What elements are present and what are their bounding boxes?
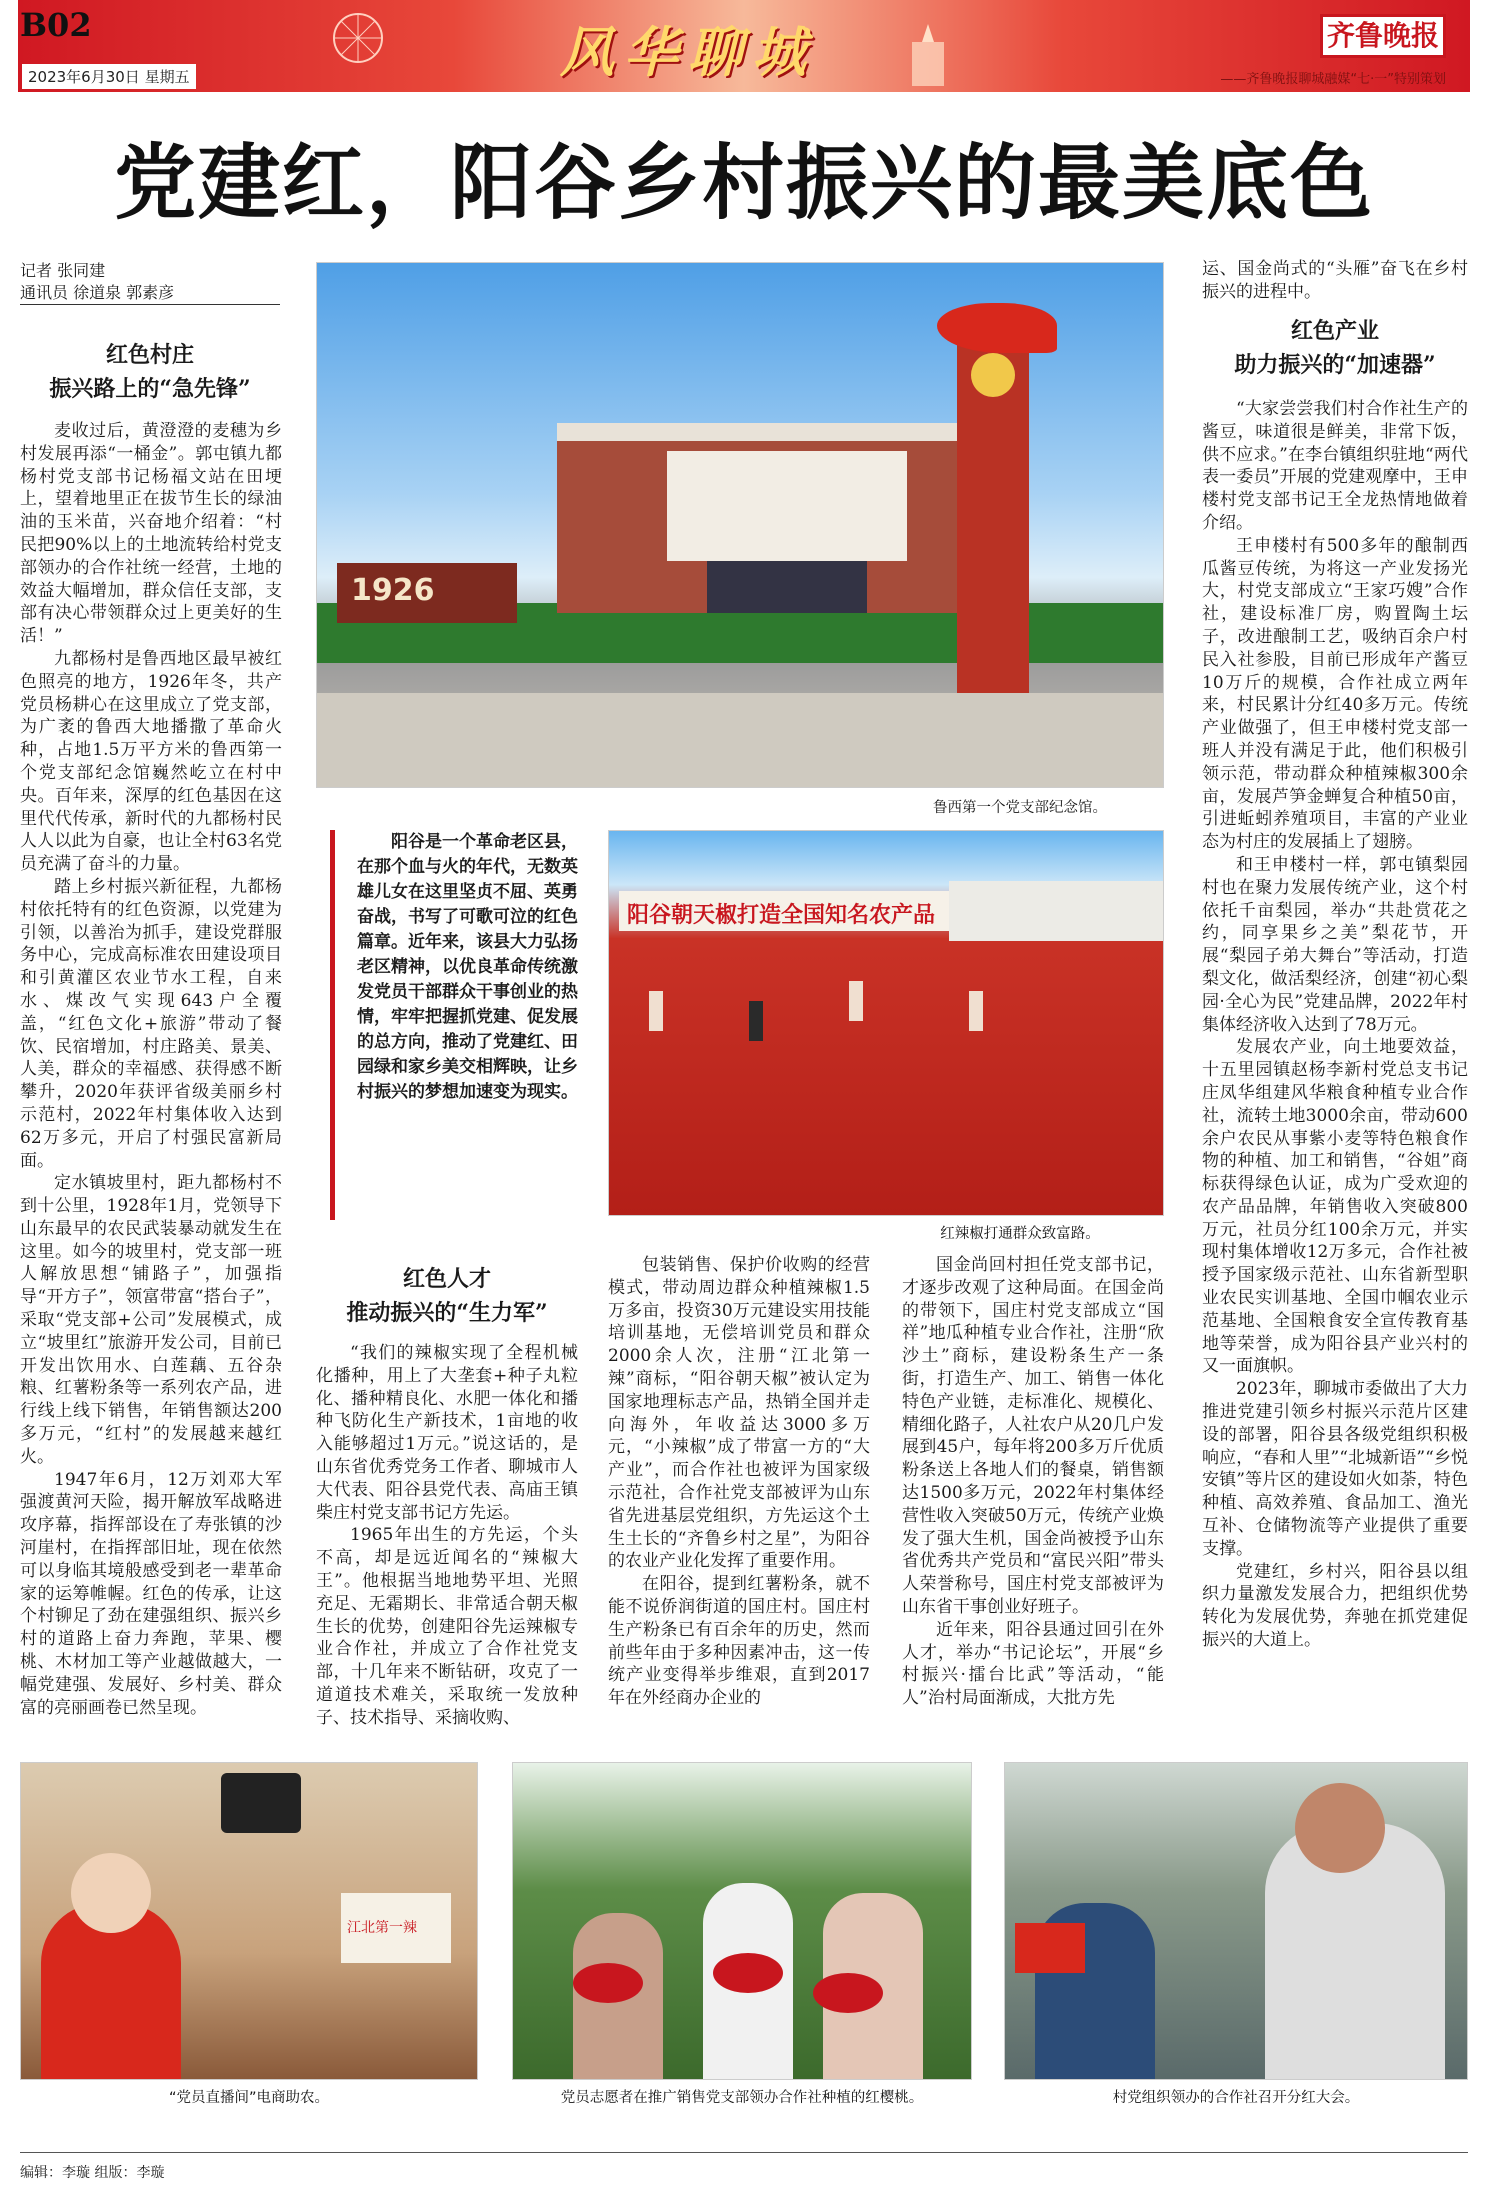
tower-icon (898, 22, 958, 86)
paragraph: 2023年，聊城市委做出了大力推进党建引领乡村振兴示范片区建设的部署，阳谷县各级党组织积极响应，“春和人里”“北城新语”“乡悦安镇”等片区的建设如火如荼，特色种植、高效养殖、食品加工、渔光互补、仓储物流等产业提供了重要支撑。 (1202, 1379, 1468, 1559)
masthead-slogan: ——齐鲁晚报聊城融媒“七·一”特别策划 (1220, 72, 1446, 87)
cherry-basket (573, 1963, 643, 2003)
pepper-banner: 阳谷朝天椒打造全国知名农产品 (619, 891, 949, 931)
correspondent-credit: 通讯员 徐道泉 郭素彦 (20, 282, 280, 305)
paragraph: 国金尚回村担任党支部书记，才逐步改观了这种局面。在国金尚的带领下，国庄村党支部成立“国祥”地瓜种植专业合作社，注册“欣沙土”商标，建设粉条生产一条街，打造生产、加工、销售一体化特色产业链，走标准化、规模化、精细化路子，人社农户从20几户发展到45户，每年将200多万斤优质粉条送上各地人们的餐桌，销售额达1500多万元，2022年村集体经营性收入突破50万元，传统产业焕发了强大生机，国金尚被授予山东省优秀共产党员和“富民兴阳”带头人荣誉称号，国庄村党支部被评为山东省干事创业好班子。 (902, 1255, 1164, 1617)
section-2-title-line1: 红色人才 (402, 1266, 491, 1292)
paragraph: 包装销售、保护价收购的经营模式，带动周边群众种植辣椒1.5万多亩，投资30万元建设实用技能培训基地，无偿培训党员和群众2000余人次，注册“江北第一辣”商标，“阳谷朝天椒”被认定为国家地理标志产品，热销全国并走向海外，年收益达3000多万元，“小辣椒”成了带富一方的“大产业”，而合作社也被评为国家级示范社，合作社党支部被评为山东省先进基层党组织，方先运这个土生土长的“齐鲁乡村之星”，为阳谷的农业产业化发挥了重要作用。 (608, 1255, 870, 1572)
product-box-label: 江北第一辣 (341, 1893, 451, 1963)
paragraph: 运、国金尚式的“头雁”奋飞在乡村振兴的进程中。 (1202, 259, 1468, 302)
footer-rule (20, 2152, 1468, 2153)
byline (20, 260, 280, 305)
live-stream-photo (20, 1762, 478, 2080)
live-photo-caption: “党员直播间”电商助农。 (168, 2090, 330, 2106)
cherry-basket (713, 1953, 783, 1993)
phone-on-selfie-stick (221, 1773, 301, 1833)
paragraph: 近年来，阳谷县通过回引在外人才，举办“书记论坛”，开展“乡村振兴·擂台比武”等活动，“能人”治村局面渐成，大批方先 (902, 1619, 1164, 1709)
column-5-top (1202, 258, 1468, 304)
paragraph: 踏上乡村振兴新征程，九都杨村依托特有的红色资源，以党建为引领，以善治为抓手，建设党群服务中心，完成高标准农田建设项目和引黄灌区农业节水工程，自来水、煤改气实现643户全覆盖，“红色文化+旅游”带动了餐饮、民宿增加，村庄路美、景美、人美，群众的幸福感、获得感不断攀升，2020年获评省级美丽乡村示范村，2022年村集体收入达到62万多元，开启了村强民富新局面。 (20, 876, 282, 1171)
paragraph: 党建红，乡村兴，阳谷县以组织力量激发发展合力，把组织优势转化为发展优势，奔驰在抓党建促振兴的大道上。 (1202, 1561, 1468, 1651)
section-3-title-line1: 红色产业 (1290, 318, 1379, 344)
column-3 (608, 1254, 870, 1710)
section-1-title-line2: 振兴路上的“急先锋” (49, 376, 251, 402)
paragraph: 在阳谷，提到红薯粉条，就不能不说侨润街道的国庄村。国庄村生产粉条已有百余年的历史，然而前些年由于多种因素冲击，这一传统产业变得举步维艰，直到2017年在外经商办企业的 (608, 1574, 870, 1709)
cherry-photo-caption: 党员志愿者在推广销售党支部领办合作社种植的红樱桃。 (560, 2090, 924, 2106)
column-2 (316, 1342, 578, 1730)
issue-date: 2023年6月30日 星期五 (22, 64, 196, 89)
paragraph: 麦收过后，黄澄澄的麦穗为乡村发展再添“一桶金”。郭屯镇九都杨村党支部书记杨福文站在田埂上，望着地里正在拔节生长的绿油油的玉米苗，兴奋地介绍着：“村民把90%以上的土地流转给村党支部领办的合作社统一经营，土地的效益大幅增加，群众信任支部，支部有决心带领群众过上更美好的生活！” (20, 421, 282, 647)
red-pepper-drying-photo (608, 830, 1164, 1216)
dividend-photo-caption: 村党组织领办的合作社召开分红大会。 (1112, 2090, 1360, 2106)
paragraph: “我们的辣椒实现了全程机械化播种，用上了大垄套+种子丸粒化、播种精良化、水肥一体化和播种飞防化生产新技术，1亩地的收入能够超过1万元。”说这话的，是山东省优秀党务工作者、聊城市人大代表、阳谷县党代表、高庙王镇柴庄村党支部书记方先运。 (316, 1343, 578, 1523)
red-envelope (1015, 1923, 1085, 1973)
paragraph: 王申楼村有500多年的酿制西瓜酱豆传统，为将这一产业发扬光大，村党支部成立“王家巧嫂”合作社，建设标准厂房，购置陶土坛子，改进酿制工艺，吸纳百余户村民入社参股，目前已形成年产酱豆10万斤的规模，合作社成立两年来，村民累计分红40多万元。传统产业做强了，但王申楼村党支部一班人并没有满足于此，他们积极引领示范，带动群众种植辣椒300余亩，发展芦笋金蝉复合种植50亩，引进蚯蚓养殖项目，丰富的产业业态为村庄的发展插上了翅膀。 (1202, 535, 1468, 853)
dividend-meeting-photo (1004, 1762, 1468, 2080)
cherry-basket (813, 1973, 883, 2013)
paragraph: 1947年6月，12万刘邓大军强渡黄河天险，揭开解放军战略进攻序幕，指挥部设在了寿张镇的沙河崖村，在指挥部旧址，现在依然可以身临其境般感受到老一辈革命家的运筹帷幄。红色的传承，让这个村铆足了劲在建强组织、振兴乡村的道路上奋力奔跑，苹果、樱桃、木材加工等产业越做越大，一幅党建强、发展好、乡村美、群众富的亮丽画卷已然呈现。 (20, 1469, 282, 1718)
lead-paragraph: 阳谷是一个革命老区县，在那个血与火的年代，无数英雄儿女在这里坚贞不屈、英勇奋战，书写了可歌可泣的红色篇章。近年来，该县大力弘扬老区精神，以优良革命传统激发党员干部群众干事创业的热情，牢牢把握抓党建、促发展的总方向，推动了党建红、田园绿和家乡美交相辉映，让乡村振兴的梦想加速变为现实。 (330, 830, 578, 1220)
editor-credit: 编辑：李璇 组版：李璇 (20, 2165, 165, 2181)
section-3-heading (1202, 314, 1468, 382)
reporter-credit: 记者 张同建 (20, 261, 106, 280)
paragraph: “大家尝尝我们村合作社生产的酱豆，味道很是鲜美，非常下饭，供不应求。”在李台镇组织驻地“两代表一委员”开展的党建观摩中，王申楼村党支部书记王全龙热情地做着介绍。 (1202, 399, 1468, 533)
memorial-hall-photo (316, 262, 1164, 788)
monument-sign-year: 1926 (337, 563, 517, 623)
paragraph: 定水镇坡里村，距九都杨村不到十公里，1928年1月，党领导下山东最早的农民武装暴动就发生在这里。如今的坡里村，党支部一班人解放思想“铺路子”，加强指导“开方子”，领富带富“搭台子”，采取“党支部+公司”发展模式，成立“坡里红”旅游开发公司，目前已开发出饮用水、白莲藕、五谷杂粮、红薯粉条等一系列农产品，进行线上线下销售，年销售额达200多万元，“红村”的发展越来越红火。 (20, 1173, 282, 1467)
newspaper-logo: 齐鲁晚报 (1320, 14, 1446, 58)
main-photo-caption: 鲁西第一个党支部纪念馆。 (933, 800, 1107, 816)
section-title: 风华聊城 (560, 20, 816, 84)
paragraph: 和王申楼村一样，郭屯镇梨园村也在聚力发展传统产业，这个村依托千亩梨园，举办“共赴赏花之约，同享果乡之美”梨花节，开展“梨园子弟大舞台”等活动，打造梨文化，做活梨经济，创建“初心梨园·全心为民”党建品牌，2022年村集体经济收入达到了78万元。 (1202, 854, 1468, 1035)
column-5 (1202, 398, 1468, 1652)
paragraph: 1965年出生的方先运，个头不高，却是远近闻名的“辣椒大王”。他根据当地地势平坦、光照充足、无霜期长、非常适合朝天椒生长的优势，创建阳谷先运辣椒专业合作社，并成立了合作社党支部，十几年来不断钻研，攻克了一道道技术难关，采取统一发放种子、技术指导、采摘收购、 (316, 1525, 578, 1728)
section-1-heading (20, 338, 280, 406)
section-2-heading (316, 1262, 578, 1330)
pepper-photo-caption: 红辣椒打通群众致富路。 (940, 1226, 1100, 1242)
cherry-photo (512, 1762, 972, 2080)
hall-building (557, 423, 1017, 613)
headline: 党建红，阳谷乡村振兴的最美底色 (113, 135, 1374, 231)
page-number: B02 (20, 6, 92, 44)
column-4 (902, 1254, 1164, 1710)
section-2-title-line2: 推动振兴的“生力军” (346, 1300, 548, 1326)
column-1 (20, 420, 282, 1719)
paragraph: 发展农产业，向土地要效益，十五里园镇赵杨李新村党总支书记庄凤华组建风华粮食种植专业合作社，流转土地3000余亩，带动600余户农民从事紫小麦等特色粮食作物的种植、加工和销售，“谷姐”商标获得绿色认证，成为广受欢迎的农产品品牌，年销售收入突破800万元，社员分红100余万元，并实现村集体增收12万多元，合作社被授予国家级示范社、山东省新型职业农民实训基地、全国巾帼农业示范基地、全国粮食安全宣传教育基地等荣誉，成为阳谷县产业兴村的又一面旗帜。 (1202, 1037, 1468, 1377)
section-3-title-line2: 助力振兴的“加速器” (1234, 352, 1436, 378)
paragraph: 九都杨村是鲁西地区最早被红色照亮的地方，1926年冬，共产党员杨耕心在这里成立了党支部，为广袤的鲁西大地播撒了革命火种，占地1.5万平方米的鲁西第一个党支部纪念馆巍然屹立在村中央。百年来，深厚的红色基因在这里代代传承，新时代的九都杨村民人人以此为自豪，也让全村63名党员充满了奋斗的力量。 (20, 648, 282, 875)
section-1-title-line1: 红色村庄 (105, 342, 194, 368)
ferris-wheel-icon (318, 8, 398, 68)
